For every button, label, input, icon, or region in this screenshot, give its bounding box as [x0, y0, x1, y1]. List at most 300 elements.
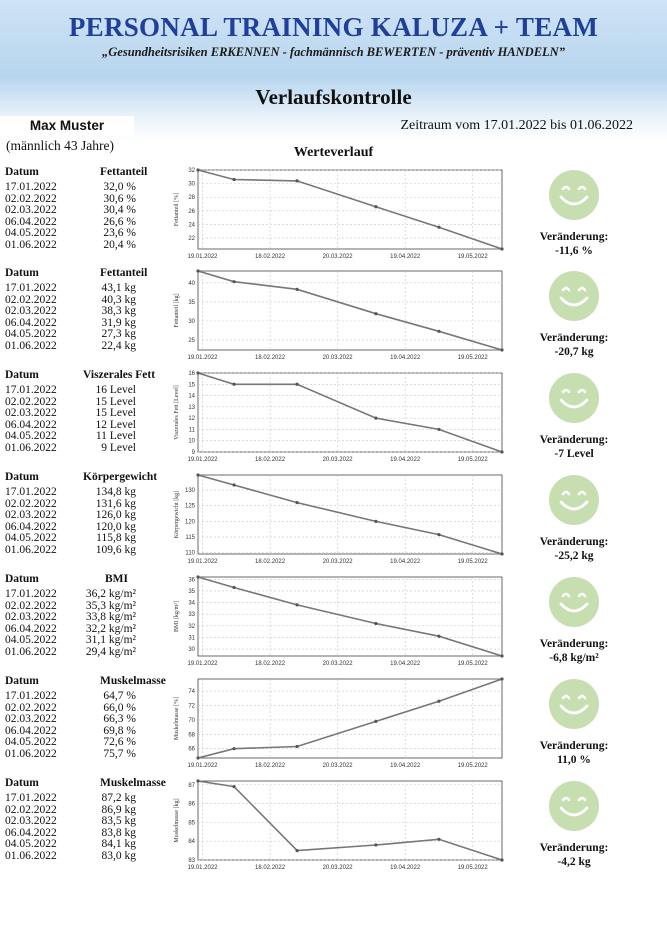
- x-tick-label: 19.01.2022: [187, 865, 218, 871]
- row-date: 17.01.2022: [5, 792, 57, 804]
- data-point: [437, 533, 440, 536]
- row-value: 38,3 kg: [101, 305, 136, 318]
- chart-svg: [170, 778, 506, 877]
- y-tick-label: 115: [185, 535, 195, 542]
- row-date: 02.03.2022: [5, 509, 57, 522]
- row-date: 01.06.2022: [5, 339, 57, 352]
- values-table: [5, 574, 170, 659]
- data-point: [196, 371, 199, 374]
- company-slogan: „Gesundheitsrisiken ERKENNEN - fachmännisch BEWERTEN - präventiv HANDELN”: [102, 45, 565, 59]
- company-name: PERSONAL TRAINING KALUZA + TEAM: [68, 12, 599, 42]
- x-tick-label: 19.04.2022: [390, 457, 421, 463]
- table-header: [5, 268, 170, 283]
- row-date: 04.05.2022: [5, 430, 57, 443]
- y-tick-label: 28: [188, 195, 195, 202]
- x-tick-label: 20.03.2022: [322, 254, 353, 260]
- smiley-icon: [548, 169, 600, 221]
- smiley-icon: [548, 270, 600, 322]
- header-date: Datum: [5, 267, 39, 279]
- row-value: 43,1 kg: [101, 282, 136, 294]
- row-date: 06.04.2022: [5, 724, 57, 737]
- y-axis-label: BMI [kg/m²]: [174, 601, 180, 632]
- row-date: 17.01.2022: [5, 486, 57, 498]
- values-table: [5, 778, 170, 863]
- measurement-section: [0, 574, 667, 676]
- data-point: [437, 226, 440, 229]
- data-point: [232, 178, 235, 181]
- data-point: [437, 635, 440, 638]
- table-header: [5, 167, 170, 182]
- data-point: [196, 575, 199, 578]
- header-date: Datum: [5, 573, 39, 585]
- chart-svg: [170, 370, 506, 469]
- row-value: 66,3 %: [103, 713, 136, 726]
- row-date: 02.03.2022: [5, 204, 57, 217]
- x-tick-label: 19.04.2022: [390, 254, 421, 260]
- x-tick-label: 18.02.2022: [255, 763, 286, 769]
- y-axis-label: Viszerales Fett [Level]: [174, 385, 180, 440]
- row-value: 72,6 %: [103, 736, 136, 749]
- row-value: 40,3 kg: [101, 293, 136, 306]
- change-summary: [522, 841, 626, 869]
- data-point: [500, 654, 503, 657]
- data-point: [437, 330, 440, 333]
- row-value: 75,7 %: [103, 747, 136, 760]
- x-tick-label: 18.02.2022: [255, 254, 286, 260]
- data-point: [500, 552, 503, 555]
- row-value: 26,6 %: [103, 215, 136, 228]
- change-value: -6,8 kg/m²: [549, 652, 599, 664]
- header-date: Datum: [5, 471, 39, 483]
- data-point: [232, 383, 235, 386]
- row-date: 04.05.2022: [5, 838, 57, 851]
- smiley-icon: [548, 576, 600, 628]
- smiley-icon: [548, 372, 600, 424]
- row-date: 04.05.2022: [5, 328, 57, 341]
- y-tick-label: 40: [188, 280, 195, 287]
- y-tick-label: 66: [188, 746, 195, 753]
- row-value: 12 Level: [95, 418, 136, 431]
- y-tick-label: 32: [188, 168, 195, 174]
- row-date: 04.05.2022: [5, 532, 57, 545]
- client-info: (männlich 43 Jahre): [6, 138, 114, 153]
- y-tick-label: 12: [188, 416, 195, 423]
- change-value: -20,7 kg: [554, 346, 594, 358]
- y-tick-label: 14: [188, 393, 195, 400]
- y-tick-label: 84: [188, 839, 195, 846]
- data-point: [374, 843, 377, 846]
- row-value: 83,0 kg: [101, 849, 136, 862]
- x-tick-label: 18.02.2022: [255, 355, 286, 361]
- table-row: [5, 749, 170, 761]
- x-tick-label: 19.05.2022: [457, 559, 488, 565]
- y-tick-label: 10: [188, 438, 195, 445]
- row-date: 17.01.2022: [5, 588, 57, 600]
- change-value: -7 Level: [554, 448, 594, 460]
- table-row: [5, 240, 170, 252]
- row-value: 23,6 %: [103, 227, 136, 240]
- data-point: [232, 280, 235, 283]
- row-value: 126,0 kg: [95, 509, 136, 522]
- table-row: [5, 385, 170, 397]
- row-date: 06.04.2022: [5, 316, 57, 329]
- x-tick-label: 19.05.2022: [457, 763, 488, 769]
- data-point: [500, 247, 503, 250]
- row-value: 120,0 kg: [95, 520, 136, 533]
- change-summary: [522, 637, 626, 665]
- y-tick-label: 22: [188, 236, 195, 243]
- row-value: 11 Level: [95, 430, 136, 443]
- y-tick-label: 13: [188, 404, 195, 411]
- y-tick-label: 72: [188, 703, 195, 710]
- data-point: [295, 288, 298, 291]
- header-measure: Muskelmasse: [100, 675, 166, 687]
- row-date: 02.02.2022: [5, 803, 57, 816]
- change-label: Veränderung:: [539, 740, 609, 752]
- y-tick-label: 9: [191, 450, 195, 456]
- plot-frame: [198, 577, 502, 656]
- line-chart: [170, 268, 506, 367]
- row-date: 06.04.2022: [5, 215, 57, 228]
- data-point: [295, 849, 298, 852]
- row-date: 02.02.2022: [5, 293, 57, 306]
- header-measure: BMI: [105, 573, 128, 585]
- measurement-section: [0, 268, 667, 370]
- smiley-icon: [548, 780, 600, 832]
- section-title: Werteverlauf: [293, 145, 374, 160]
- line-chart: [170, 778, 506, 877]
- measurement-section: [0, 370, 667, 472]
- row-date: 04.05.2022: [5, 634, 57, 647]
- measurement-section: [0, 472, 667, 574]
- x-tick-label: 19.04.2022: [390, 559, 421, 565]
- x-tick-label: 20.03.2022: [322, 457, 353, 463]
- row-value: 15 Level: [95, 395, 136, 408]
- row-value: 30,4 %: [103, 204, 136, 217]
- x-tick-label: 20.03.2022: [322, 865, 353, 871]
- row-value: 86,9 kg: [101, 803, 136, 816]
- row-date: 02.02.2022: [5, 497, 57, 510]
- change-label: Veränderung:: [539, 536, 609, 548]
- y-tick-label: 30: [188, 181, 195, 188]
- data-point: [500, 677, 503, 680]
- row-value: 35,3 kg/m²: [85, 599, 136, 612]
- smiley-icon: [548, 678, 600, 730]
- table-row: [5, 443, 170, 455]
- data-point: [232, 785, 235, 788]
- change-label: Veränderung:: [539, 434, 609, 446]
- row-value: 64,7 %: [103, 690, 136, 702]
- y-tick-label: 120: [184, 519, 195, 526]
- x-tick-label: 18.02.2022: [255, 865, 286, 871]
- y-tick-label: 85: [188, 820, 195, 827]
- row-date: 02.03.2022: [5, 305, 57, 318]
- data-point: [500, 858, 503, 861]
- row-value: 134,8 kg: [95, 486, 136, 498]
- row-value: 84,1 kg: [101, 838, 136, 851]
- data-point: [196, 269, 199, 272]
- row-date: 01.06.2022: [5, 645, 57, 658]
- change-value: -25,2 kg: [554, 550, 594, 562]
- header-measure: Fettanteil: [100, 267, 148, 279]
- y-tick-label: 110: [185, 550, 195, 557]
- change-value: -4,2 kg: [557, 856, 591, 868]
- x-tick-label: 19.01.2022: [187, 559, 218, 565]
- data-point: [500, 450, 503, 453]
- row-value: 29,4 kg/m²: [85, 645, 136, 658]
- table-row: [5, 691, 170, 703]
- row-value: 9 Level: [101, 441, 136, 454]
- data-point: [232, 586, 235, 589]
- values-table: [5, 268, 170, 353]
- header-measure: Körpergewicht: [83, 471, 158, 483]
- table-header: [5, 574, 170, 589]
- x-tick-label: 19.01.2022: [187, 457, 218, 463]
- line-chart: [170, 167, 506, 266]
- row-value: 15 Level: [95, 407, 136, 420]
- header-date: Datum: [5, 369, 39, 381]
- y-tick-label: 36: [188, 577, 195, 584]
- data-point: [295, 603, 298, 606]
- y-tick-label: 30: [188, 647, 195, 654]
- data-point: [232, 483, 235, 486]
- table-header: [5, 676, 170, 691]
- x-tick-label: 18.02.2022: [255, 457, 286, 463]
- row-date: 01.06.2022: [5, 849, 57, 862]
- change-summary: [522, 433, 626, 461]
- x-tick-label: 19.01.2022: [187, 763, 218, 769]
- measurement-section: [0, 167, 667, 269]
- line-chart: [170, 472, 506, 571]
- y-tick-label: 32: [188, 623, 195, 630]
- change-label: Veränderung:: [539, 638, 609, 650]
- y-tick-label: 83: [188, 858, 195, 864]
- x-tick-label: 19.04.2022: [390, 763, 421, 769]
- change-summary: [522, 230, 626, 258]
- x-tick-label: 19.04.2022: [390, 355, 421, 361]
- x-tick-label: 20.03.2022: [322, 559, 353, 565]
- line-chart: [170, 676, 506, 775]
- plot-frame: [198, 679, 502, 758]
- table-header: [5, 472, 170, 487]
- data-point: [374, 205, 377, 208]
- y-tick-label: 24: [188, 222, 195, 229]
- change-label: Veränderung:: [539, 842, 609, 854]
- row-value: 32,0 %: [103, 181, 136, 193]
- measurement-section: [0, 676, 667, 778]
- row-date: 06.04.2022: [5, 622, 57, 635]
- report-period: Zeitraum vom 17.01.2022 bis 01.06.2022: [400, 118, 633, 133]
- header-date: Datum: [5, 675, 39, 687]
- row-value: 31,1 kg/m²: [85, 634, 136, 647]
- row-value: 31,9 kg: [101, 316, 136, 329]
- x-tick-label: 18.02.2022: [255, 559, 286, 565]
- values-table: [5, 676, 170, 761]
- table-row: [5, 793, 170, 805]
- y-tick-label: 35: [188, 588, 195, 595]
- chart-svg: [170, 574, 506, 673]
- row-date: 01.06.2022: [5, 441, 57, 454]
- change-summary: [522, 739, 626, 767]
- header-measure: Fettanteil: [100, 166, 148, 178]
- values-table: [5, 472, 170, 557]
- data-point: [374, 720, 377, 723]
- data-point: [295, 179, 298, 182]
- y-tick-label: 11: [188, 427, 195, 434]
- x-tick-label: 19.05.2022: [457, 865, 488, 871]
- chart-svg: [170, 676, 506, 775]
- table-row: [5, 851, 170, 863]
- line-chart: [170, 574, 506, 673]
- row-date: 02.02.2022: [5, 395, 57, 408]
- row-value: 32,2 kg/m²: [85, 622, 136, 635]
- y-axis-label: Muskelmasse [%]: [174, 696, 180, 741]
- change-label: Veränderung:: [539, 332, 609, 344]
- row-date: 01.06.2022: [5, 543, 57, 556]
- y-tick-label: 87: [188, 782, 195, 789]
- row-value: 27,3 kg: [101, 328, 136, 341]
- row-value: 87,2 kg: [101, 792, 136, 804]
- x-tick-label: 19.01.2022: [187, 661, 218, 667]
- row-date: 02.03.2022: [5, 407, 57, 420]
- change-summary: [522, 535, 626, 563]
- data-point: [437, 838, 440, 841]
- row-value: 20,4 %: [103, 238, 136, 251]
- y-tick-label: 30: [188, 318, 195, 325]
- values-table: [5, 167, 170, 252]
- values-table: [5, 370, 170, 455]
- row-date: 02.03.2022: [5, 611, 57, 624]
- y-axis-label: Muskelmasse [kg]: [174, 798, 180, 843]
- row-value: 115,8 kg: [96, 532, 136, 545]
- table-row: [5, 341, 170, 353]
- y-tick-label: 86: [188, 801, 195, 808]
- row-value: 33,8 kg/m²: [85, 611, 136, 624]
- client-name: Max Muster: [0, 116, 134, 136]
- x-tick-label: 19.05.2022: [457, 661, 488, 667]
- y-tick-label: 26: [188, 208, 195, 215]
- x-tick-label: 20.03.2022: [322, 763, 353, 769]
- table-row: [5, 647, 170, 659]
- y-tick-label: 33: [188, 612, 195, 619]
- measurement-section: [0, 778, 667, 880]
- row-date: 02.03.2022: [5, 713, 57, 726]
- header-measure: Muskelmasse: [100, 777, 166, 789]
- x-tick-label: 19.01.2022: [187, 254, 218, 260]
- chart-svg: [170, 167, 506, 266]
- row-value: 36,2 kg/m²: [85, 588, 136, 600]
- data-point: [374, 520, 377, 523]
- x-tick-label: 18.02.2022: [255, 661, 286, 667]
- row-value: 66,0 %: [103, 701, 136, 714]
- row-value: 131,6 kg: [95, 497, 136, 510]
- y-tick-label: 15: [188, 382, 195, 389]
- y-tick-label: 70: [188, 717, 195, 724]
- page-title: Verlaufskontrolle: [255, 85, 412, 109]
- row-date: 02.02.2022: [5, 599, 57, 612]
- y-tick-label: 74: [188, 689, 195, 696]
- data-point: [196, 473, 199, 476]
- row-value: 83,5 kg: [101, 815, 136, 828]
- row-value: 69,8 %: [103, 724, 136, 737]
- table-row: [5, 182, 170, 194]
- header-measure: Viszerales Fett: [83, 369, 156, 381]
- header-date: Datum: [5, 777, 39, 789]
- data-point: [437, 428, 440, 431]
- change-value: -11,6 %: [555, 245, 593, 257]
- x-tick-label: 19.05.2022: [457, 355, 488, 361]
- row-date: 02.03.2022: [5, 815, 57, 828]
- data-point: [500, 348, 503, 351]
- y-tick-label: 31: [188, 635, 195, 642]
- y-axis-label: Körpergewicht [kg]: [174, 490, 180, 539]
- y-tick-label: 125: [184, 503, 195, 510]
- table-row: [5, 283, 170, 295]
- row-date: 01.06.2022: [5, 747, 57, 760]
- table-row: [5, 487, 170, 499]
- x-tick-label: 19.04.2022: [390, 661, 421, 667]
- table-row: [5, 545, 170, 557]
- table-header: [5, 778, 170, 793]
- row-value: 109,6 kg: [95, 543, 136, 556]
- y-axis-label: Fettanteil [kg]: [174, 293, 180, 328]
- row-value: 30,6 %: [103, 192, 136, 205]
- row-date: 17.01.2022: [5, 282, 57, 294]
- y-axis-label: Fettanteil [%]: [174, 192, 180, 227]
- data-point: [232, 747, 235, 750]
- table-row: [5, 589, 170, 601]
- y-tick-label: 130: [184, 488, 195, 495]
- smiley-icon: [548, 474, 600, 526]
- row-date: 04.05.2022: [5, 227, 57, 240]
- x-tick-label: 19.05.2022: [457, 254, 488, 260]
- data-point: [437, 700, 440, 703]
- row-date: 06.04.2022: [5, 520, 57, 533]
- row-date: 17.01.2022: [5, 690, 57, 702]
- data-point: [196, 756, 199, 759]
- y-tick-label: 68: [188, 732, 195, 739]
- data-point: [374, 417, 377, 420]
- change-summary: [522, 331, 626, 359]
- row-date: 02.02.2022: [5, 701, 57, 714]
- data-point: [295, 745, 298, 748]
- line-chart: [170, 370, 506, 469]
- row-value: 16 Level: [95, 384, 136, 396]
- table-header: [5, 370, 170, 385]
- data-point: [374, 312, 377, 315]
- plot-frame: [198, 781, 502, 860]
- y-tick-label: 16: [188, 371, 195, 377]
- row-value: 83,8 kg: [101, 826, 136, 839]
- chart-svg: [170, 472, 506, 571]
- header-date: Datum: [5, 166, 39, 178]
- x-tick-label: 19.05.2022: [457, 457, 488, 463]
- change-value: 11,0 %: [557, 754, 591, 766]
- row-value: 22,4 kg: [101, 339, 136, 352]
- row-date: 06.04.2022: [5, 418, 57, 431]
- row-date: 04.05.2022: [5, 736, 57, 749]
- x-tick-label: 19.04.2022: [390, 865, 421, 871]
- row-date: 17.01.2022: [5, 181, 57, 193]
- change-label: Veränderung:: [539, 231, 609, 243]
- x-tick-label: 19.01.2022: [187, 355, 218, 361]
- data-point: [196, 168, 199, 171]
- row-date: 01.06.2022: [5, 238, 57, 251]
- data-point: [196, 779, 199, 782]
- y-tick-label: 25: [188, 338, 195, 345]
- y-tick-label: 34: [188, 600, 195, 607]
- chart-svg: [170, 268, 506, 367]
